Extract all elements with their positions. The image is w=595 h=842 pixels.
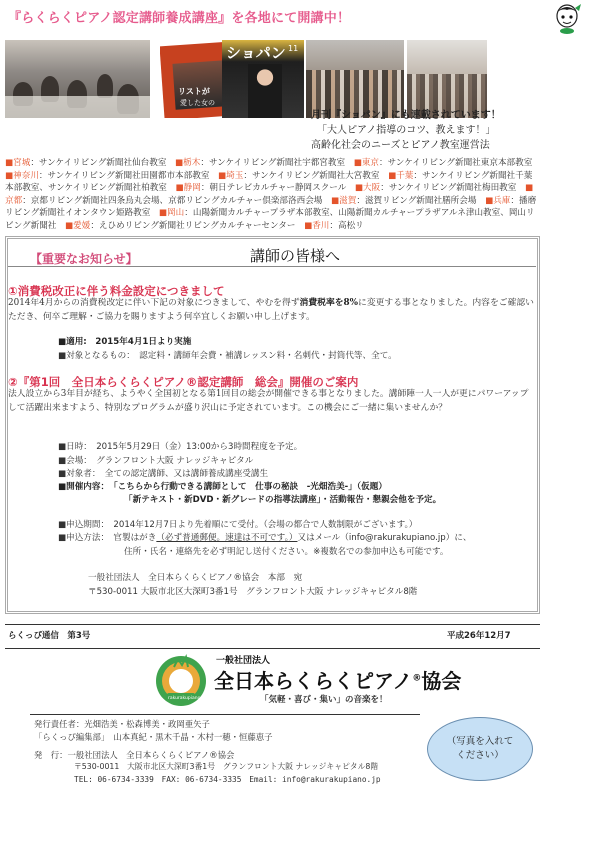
address-line-2: 〒530-0011 大阪市北区大深町3番1号 グランフロント大阪 ナレッジキャピタル8階 (88, 587, 418, 597)
region-list (5, 157, 540, 233)
footer-address: 〒530-0011 大阪市北区大深町3番1号 グランフロント大阪 ナレッジキャピタル8階 (74, 762, 379, 771)
event-audience: ■対象者： 全ての認定講師、又は講師養成講座受講生 (58, 469, 269, 479)
issue-divider-top (5, 624, 540, 625)
footer-publisher: 発行責任者：光畑浩美・松森博美・政岡亜矢子 (34, 719, 210, 729)
section-1-target: ■対象となるもの： 認定料・講師年会費・補講レッスン料・名刺代・封筒代等、全て。 (58, 351, 397, 361)
logo-badge: rakurakupiano (168, 696, 201, 701)
event-method-1: ■申込方法： 官製はがき（必ず普通郵便。速達は不可です。）又はメール（info@rakurakupiano.jp）に、 (58, 533, 472, 543)
region-item: ■宮城：サンケイリビング新聞社仙台教室 (5, 158, 176, 168)
region-item: ■神奈川：サンケイリビング新聞社田園都市本部教室 (5, 170, 219, 181)
logo-tagline: 「気軽・喜び・集い」の音楽を！ (260, 695, 388, 705)
notice-heading: 講師の皆様へ (250, 247, 341, 265)
section-2-body: 法人設立から3年目が経ち、ようやく全国初となる第1回目の総会が開催できる事となりました。講師陣一人一人が更にパワーアップして活躍出来ますよう、特別なプログラムが盛り沢山に予定されています。この機会にご一緒に集いませんか？ (8, 389, 529, 413)
address-line-1: 一般社団法人 全日本らくらくピアノ®協会 本部 宛 (88, 573, 303, 583)
region-item: ■東京：サンケイリビング新聞社東京本部教室 (353, 158, 541, 168)
event-content-1: ■開催内容： 「こちらから行動できる講師として 仕事の秘訣 -光畑浩美-」（仮題） (58, 482, 387, 492)
caption-line-1: 月刊『ショパン』にも連載されています！ (311, 110, 501, 121)
magazine-photo (160, 40, 305, 118)
region-item: ■静岡：朝日テレビカルチャー静岡スクール (175, 183, 355, 194)
footer-contact: TEL: 06-6734-3339 FAX: 06-6734-3335 Email: info@rakurakupiano.jp (74, 775, 381, 784)
logo-name: 全日本らくらくピアノ®協会 (214, 669, 462, 693)
region-item: ■香川：高松リ (304, 220, 364, 231)
classroom-photo (5, 40, 150, 118)
event-period: ■申込期間： 2014年12月7日より先着順にて受付。（会場の都合で人数制限がございます。） (58, 520, 418, 530)
region-item: ■愛媛：えひめリビング新聞社リビングカルチャーセンター (65, 220, 305, 231)
logo-prefix: 一般社団法人 (216, 656, 271, 666)
region-item: ■兵庫：播磨リビング新聞社イオンタウン姫路教室 (5, 195, 537, 219)
page-headline: 『らくらくピアノ認定講師養成講座』を各地にて開講中！ (8, 11, 351, 26)
event-method-2: 住所・氏名・連絡先を必ず明記し送付ください。※複数名での参加申込も可能です。 (124, 547, 449, 557)
section-1-title: ①消費税改正に伴う料金設定につきまして (8, 284, 225, 298)
event-venue: ■会場： グランフロント大阪 ナレッジキャピタル (58, 456, 254, 466)
caption-line-2: 「大人ピアノ指導のコツ、教えます！」 (317, 125, 496, 136)
section-1-apply: ■適用: 2015年4月1日より実施 (58, 337, 192, 347)
magazine-cover-text: リストが (178, 87, 210, 96)
footer-editors: 「らくっぴ編集部」 山本真紀・黒木千晶・木村一穂・恒藤恵子 (34, 732, 273, 742)
magazine-issue: 11 (288, 44, 299, 53)
event-date: ■日時： 2015年5月29日（金）13:00から3時間程度を予定。 (58, 442, 303, 452)
issue-date: 平成26年12月7 (447, 631, 511, 641)
region-item: ■京都：京都リビング新聞社四条烏丸会場、京都リビングカルチャー倶楽部洛西会場 (5, 183, 534, 206)
notice-divider (8, 266, 536, 267)
section-2-title: ②『第1回 全日本らくらくピアノ®認定講師 総会』開催のご案内 (8, 375, 359, 389)
region-item: ■滋賀：滋賀リビング新聞社膳所会場 (330, 195, 486, 206)
event-content-2: 「新テキスト・新DVD・新グレードの指導法講座」・活動報告・懇親会他を予定。 (124, 495, 442, 505)
region-item: ■埼玉：サンケイリビング新聞社大宮教室 (218, 170, 389, 181)
region-item: ■岡山：山陽新聞カルチャープラザ本部教室、山陽新聞カルチャープラザアルネ津山教室、岡山リビング新聞社 (5, 208, 535, 231)
footer-divider (30, 714, 420, 715)
region-item: ■大阪：サンケイリビング新聞社梅田教室 (354, 183, 525, 194)
mascot-icon (549, 2, 585, 34)
region-item: ■千葉：サンケイリビング新聞社千葉本部教室、サンケイリビング新聞社柏教室 (5, 170, 533, 194)
association-logo (152, 651, 462, 713)
region-item: ■栃木：サンケイリビング新聞社宇都宮教室 (175, 158, 354, 168)
magazine-title: ショパン (226, 44, 286, 62)
notice-tag: 【重要なお知らせ】 (30, 252, 138, 266)
bubble-line-2: ください） (456, 750, 504, 761)
bubble-line-1: （写真を入れて (446, 736, 514, 747)
photo-placeholder-bubble[interactable] (427, 717, 533, 781)
magazine-cover-text-2: 愛した女の (180, 99, 215, 107)
caption-line-3: 高齢化社会のニーズとピアノ教室運営法 (311, 140, 490, 151)
section-1-body: 2014年4月からの消費税改定に伴い下記の対象につきまして、やむを得ず消費税率を8%に変更する事となりました。内容をご確認いただき、何卒ご理解・ご協力を賜りますよう何卒宜しくお願い申し上げます。 (8, 298, 534, 322)
footer-issuer: 発 行：一般社団法人 全日本らくらくピアノ®協会 (34, 750, 235, 760)
issue-number: らくっぴ通信 第3号 (8, 631, 91, 641)
issue-divider-bottom (5, 648, 540, 649)
